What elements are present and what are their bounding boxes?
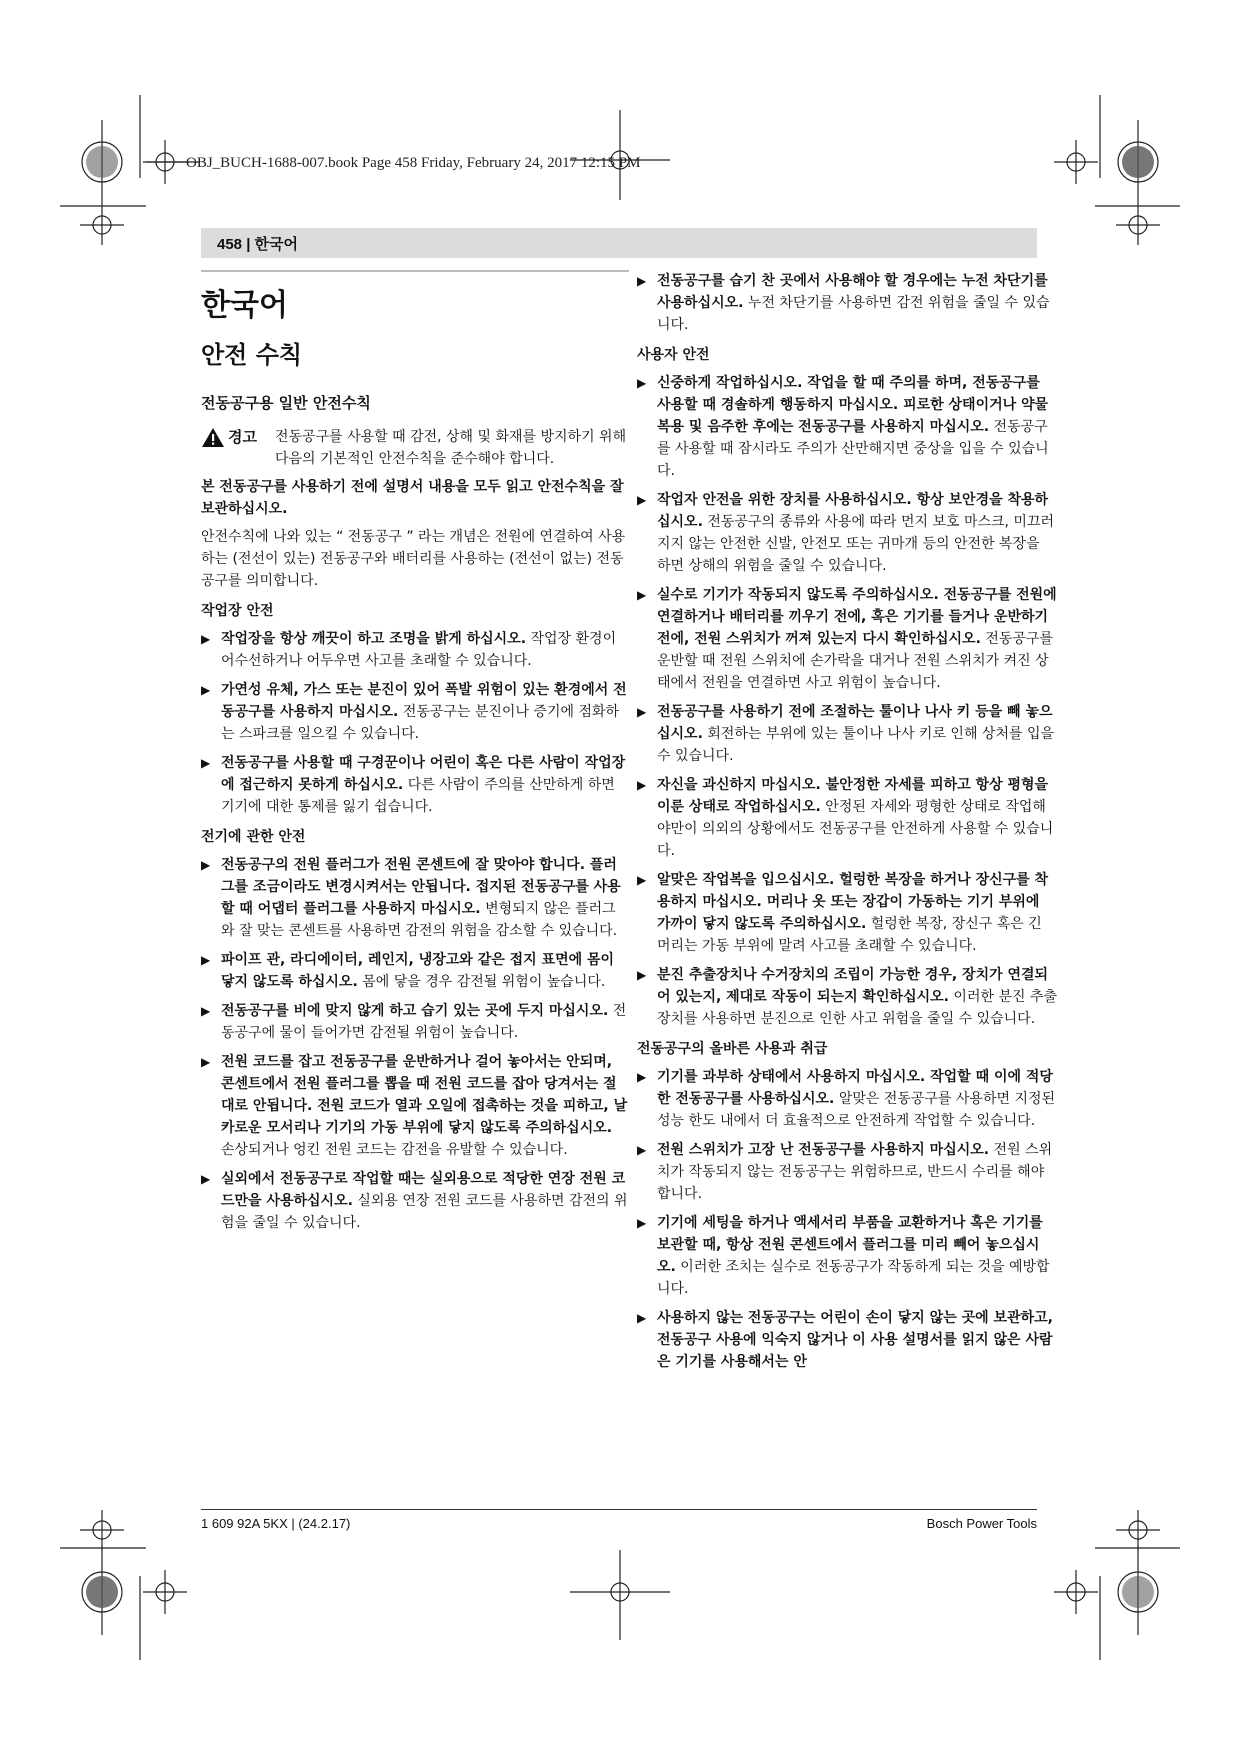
right-sections (637, 344, 1057, 1373)
list-item (201, 1051, 629, 1161)
bullet-arrow-icon: ▶ (637, 968, 647, 982)
subsection-heading: 전동공구의 올바른 사용과 취급 (637, 1041, 828, 1057)
subsection-heading: 사용자 안전 (637, 347, 710, 363)
item-text: 전원 스위치가 작동되지 않는 전동공구는 위험하므로, 반드시 수리를 해야 합니다. (657, 1142, 1053, 1202)
list-item (201, 854, 629, 942)
item-bold-text: 실외에서 전동공구로 작업할 때는 실외용으로 적당한 연장 전원 코드만을 사용하십시오. (221, 1171, 626, 1209)
list-item (637, 372, 1057, 482)
bullet-arrow-icon: ▶ (201, 1055, 211, 1069)
item-text: 다른 사람이 주의를 산만하게 하면 기기에 대한 통제를 잃기 쉽습니다. (221, 777, 615, 815)
bullet-arrow-icon: ▶ (637, 873, 647, 887)
list-item (637, 701, 1057, 767)
item-bold-text: 기기에 세팅을 하거나 액세서리 부품을 교환하거나 혹은 기기를 보관할 때, 항상 전원 콘센트에서 플러그를 미리 빼어 놓으십시오. (657, 1215, 1043, 1275)
bullet-arrow-icon: ▶ (637, 274, 647, 288)
list-item (637, 584, 1057, 694)
list-item (637, 1066, 1057, 1132)
warning-block (201, 426, 629, 470)
item-text: 손상되거나 엉킨 전원 코드는 감전을 유발할 수 있습니다. (221, 1142, 568, 1158)
subsection-heading: 전기에 관한 안전 (201, 829, 306, 845)
list-item (201, 1000, 629, 1044)
list-item (637, 489, 1057, 577)
item-bold-text: 신중하게 작업하십시오. 작업을 할 때 주의를 하며, 전동공구를 사용할 때 경솔하게 행동하지 마십시오. 피로한 상태이거나 약물 복용 및 음주한 후에는 전동공구를 사용하지 마십시오. (657, 375, 1049, 435)
list-item (637, 964, 1057, 1030)
item-text: 전동공구는 분진이나 증기에 점화하는 스파크를 일으킬 수 있습니다. (221, 704, 620, 742)
list-item (637, 1307, 1057, 1373)
item-bold-text: 파이프 관, 라디에이터, 레인지, 냉장고와 같은 접지 표면에 몸이 닿지 않도록 하십시오. (221, 952, 615, 990)
item-text: 전동공구에 물이 들어가면 감전될 위험이 높습니다. (221, 1003, 627, 1041)
item-text: 변형되지 않은 플러그와 잘 맞는 콘센트를 사용하면 감전의 위험을 감소할 수 있습니다. (221, 901, 618, 939)
item-bold-text: 전원 코드를 잡고 전동공구를 운반하거나 걸어 놓아서는 안되며, 콘센트에서 전원 플러그를 뽑을 때 전원 코드를 잡아 당겨서는 절대로 안됩니다. 전원 코드가 열과 오일에 접촉하는 것을 피하고, 날카로운 모서리나 기기의 가동 부위에 닿지 않도록 주의하십시오. (221, 1054, 628, 1136)
item-text: 이러한 조치는 실수로 전동공구가 작동하게 되는 것을 예방합니다. (657, 1259, 1050, 1297)
intro-text: 안전수칙에 나와 있는 “ 전동공구 ” 라는 개념은 전원에 연결하여 사용하는 (전선이 있는) 전동공구와 배터리를 사용하는 (전선이 없는) 전동공구를 의미합니다. (201, 529, 626, 589)
item-text: 회전하는 부위에 있는 툴이나 나사 키로 인해 상처를 입을 수 있습니다. (657, 726, 1054, 764)
item-bold-text: 분진 추출장치나 수거장치의 조립이 가능한 경우, 장치가 연결되어 있는지, 제대로 작동이 되는지 확인하십시오. (657, 967, 1049, 1005)
item-bold-text: 전원 스위치가 고장 난 전동공구를 사용하지 마십시오. (657, 1142, 990, 1158)
bullet-arrow-icon: ▶ (201, 756, 211, 770)
item-bold-text: 작업장을 항상 깨끗이 하고 조명을 밝게 하십시오. (221, 631, 527, 647)
bullet-arrow-icon: ▶ (201, 1172, 211, 1186)
bullet-arrow-icon: ▶ (637, 1143, 647, 1157)
bullet-arrow-icon: ▶ (201, 632, 211, 646)
list-item (201, 628, 629, 672)
bullet-arrow-icon: ▶ (201, 858, 211, 872)
item-text: 안정된 자세와 평형한 상태로 작업해야만이 의외의 상황에서도 전동공구를 안전하게 사용할 수 있습니다. (657, 799, 1054, 859)
bullet-arrow-icon: ▶ (637, 705, 647, 719)
bullet-arrow-icon: ▶ (637, 493, 647, 507)
warning-badge (201, 426, 257, 448)
item-text: 실외용 연장 전원 코드를 사용하면 감전의 위험을 줄일 수 있습니다. (221, 1193, 628, 1231)
intro-bold-text: 본 전동공구를 사용하기 전에 설명서 내용을 모두 읽고 안전수칙을 잘 보관하십시오. (201, 479, 624, 517)
bullet-arrow-icon: ▶ (637, 376, 647, 390)
left-sections (201, 600, 629, 1234)
warning-triangle-icon (201, 427, 225, 448)
item-text: 몸에 닿을 경우 감전될 위험이 높습니다. (362, 974, 606, 990)
item-bold-text: 작업자 안전을 위한 장치를 사용하십시오. 항상 보안경을 착용하십시오. (657, 492, 1049, 530)
general-safety-heading: 전동공구용 일반 안전수칙 (201, 394, 371, 412)
left-column (201, 270, 629, 1241)
warning-text: 전동공구를 사용할 때 감전, 상해 및 화재를 방지하기 위해 다음의 기본적인 안전수칙을 준수해야 합니다. (275, 429, 627, 467)
footer-doc-number: 1 609 92A 5KX | (24.2.17) (201, 1516, 351, 1531)
item-bold-text: 자신을 과신하지 마십시오. 불안정한 자세를 피하고 항상 평형을 이룬 상태로 작업하십시오. (657, 777, 1049, 815)
right-column (637, 270, 1057, 1380)
item-text: 알맞은 전동공구를 사용하면 지정된 성능 한도 내에서 더 효율적으로 안전하게 작업할 수 있습니다. (657, 1091, 1056, 1129)
item-bold-text: 사용하지 않는 전동공구는 어린이 손이 닿지 않는 곳에 보관하고, 전동공구 사용에 익숙지 않거나 이 사용 설명서를 읽지 않은 사람은 기기를 사용해서는 안 (657, 1310, 1053, 1370)
item-bold-text: 알맞은 작업복을 입으십시오. 헐렁한 복장을 하거나 장신구를 착용하지 마십시오. 머리나 옷 또는 장갑이 가동하는 기기 부위에 가까이 닿지 않도록 주의하십시오. (657, 872, 1049, 932)
item-text: 전동공구를 사용할 때 잠시라도 주의가 산만해지면 중상을 입을 수 있습니다. (657, 419, 1049, 479)
page-header-bar (201, 228, 1037, 258)
footer-brand: Bosch Power Tools (926, 1516, 1037, 1531)
item-text: 헐렁한 복장, 장신구 혹은 긴 머리는 가동 부위에 말려 사고를 초래할 수 있습니다. (657, 916, 1042, 954)
item-bold-text: 전동공구의 전원 플러그가 전원 콘센트에 잘 맞아야 합니다. 플러그를 조금이라도 변경시켜서는 안됩니다. 접지된 전동공구를 사용할 때 어댑터 플러그를 사용하지 마십시오. (221, 857, 621, 917)
bullet-arrow-icon: ▶ (637, 1311, 647, 1325)
list-item (637, 270, 1057, 336)
item-bold-text: 전동공구를 비에 맞지 않게 하고 습기 있는 곳에 두지 마십시오. (221, 1003, 609, 1019)
item-bold-text: 가연성 유체, 가스 또는 분진이 있어 폭발 위험이 있는 환경에서 전동공구를 사용하지 마십시오. (221, 682, 627, 720)
bullet-arrow-icon: ▶ (637, 588, 647, 602)
list-item (201, 752, 629, 818)
bullet-arrow-icon: ▶ (637, 1070, 647, 1084)
section-title: 안전 수칙 (201, 341, 303, 369)
bullet-arrow-icon: ▶ (201, 683, 211, 697)
footer-rule (201, 1509, 1037, 1510)
bullet-arrow-icon: ▶ (637, 778, 647, 792)
warning-word: 경고 (228, 428, 257, 446)
bullet-arrow-icon: ▶ (201, 953, 211, 967)
item-text: 작업장 환경이 어수선하거나 어두우면 사고를 초래할 수 있습니다. (221, 631, 617, 669)
subsection-heading: 작업장 안전 (201, 603, 274, 619)
list-item (637, 1139, 1057, 1205)
bullet-arrow-icon: ▶ (637, 1216, 647, 1230)
item-text: 전동공구를 운반할 때 전원 스위치에 손가락을 대거나 전원 스위치가 켜진 상태에서 전원을 연결하면 사고 위험이 높습니다. (657, 631, 1053, 691)
list-item (201, 679, 629, 745)
item-bold-text: 실수로 기기가 작동되지 않도록 주의하십시오. 전동공구를 전원에 연결하거나 배터리를 끼우기 전에, 혹은 기기를 들거나 운반하기 전에, 전원 스위치가 꺼져 있는지 다시 확인하십시오. (657, 587, 1057, 647)
item-bold-text: 기기를 과부하 상태에서 사용하지 마십시오. 작업할 때 이에 적당한 전동공구를 사용하십시오. (657, 1069, 1053, 1107)
item-text: 이러한 분진 추출장치를 사용하면 분진으로 인한 사고 위험을 줄일 수 있습니다. (657, 989, 1057, 1027)
title-rule (201, 270, 629, 272)
page-number-label: 458 | 한국어 (217, 236, 299, 253)
item-bold-text: 전동공구를 습기 찬 곳에서 사용해야 할 경우에는 누전 차단기를 사용하십시오. (657, 273, 1048, 311)
item-bold-text: 전동공구를 사용하기 전에 조절하는 툴이나 나사 키 등을 빼 놓으십시오. (657, 704, 1053, 742)
list-item (637, 1212, 1057, 1300)
page-title: 한국어 (201, 288, 288, 323)
list-item (201, 1168, 629, 1234)
item-text: 전동공구의 종류와 사용에 따라 먼지 보호 마스크, 미끄러지지 않는 안전한 신발, 안전모 또는 귀마개 등의 안전한 복장을 하면 상해의 위험을 줄일 수 있습니다. (657, 514, 1054, 574)
item-bold-text: 전동공구를 사용할 때 구경꾼이나 어린이 혹은 다른 사람이 작업장에 접근하지 못하게 하십시오. (221, 755, 626, 793)
bullet-arrow-icon: ▶ (201, 1004, 211, 1018)
list-item (201, 949, 629, 993)
item-text: 누전 차단기를 사용하면 감전 위험을 줄일 수 있습니다. (657, 295, 1050, 333)
list-item (637, 869, 1057, 957)
print-header-line: OBJ_BUCH-1688-007.book Page 458 Friday, February 24, 2017 12:15 PM (186, 155, 641, 171)
list-item (637, 774, 1057, 862)
